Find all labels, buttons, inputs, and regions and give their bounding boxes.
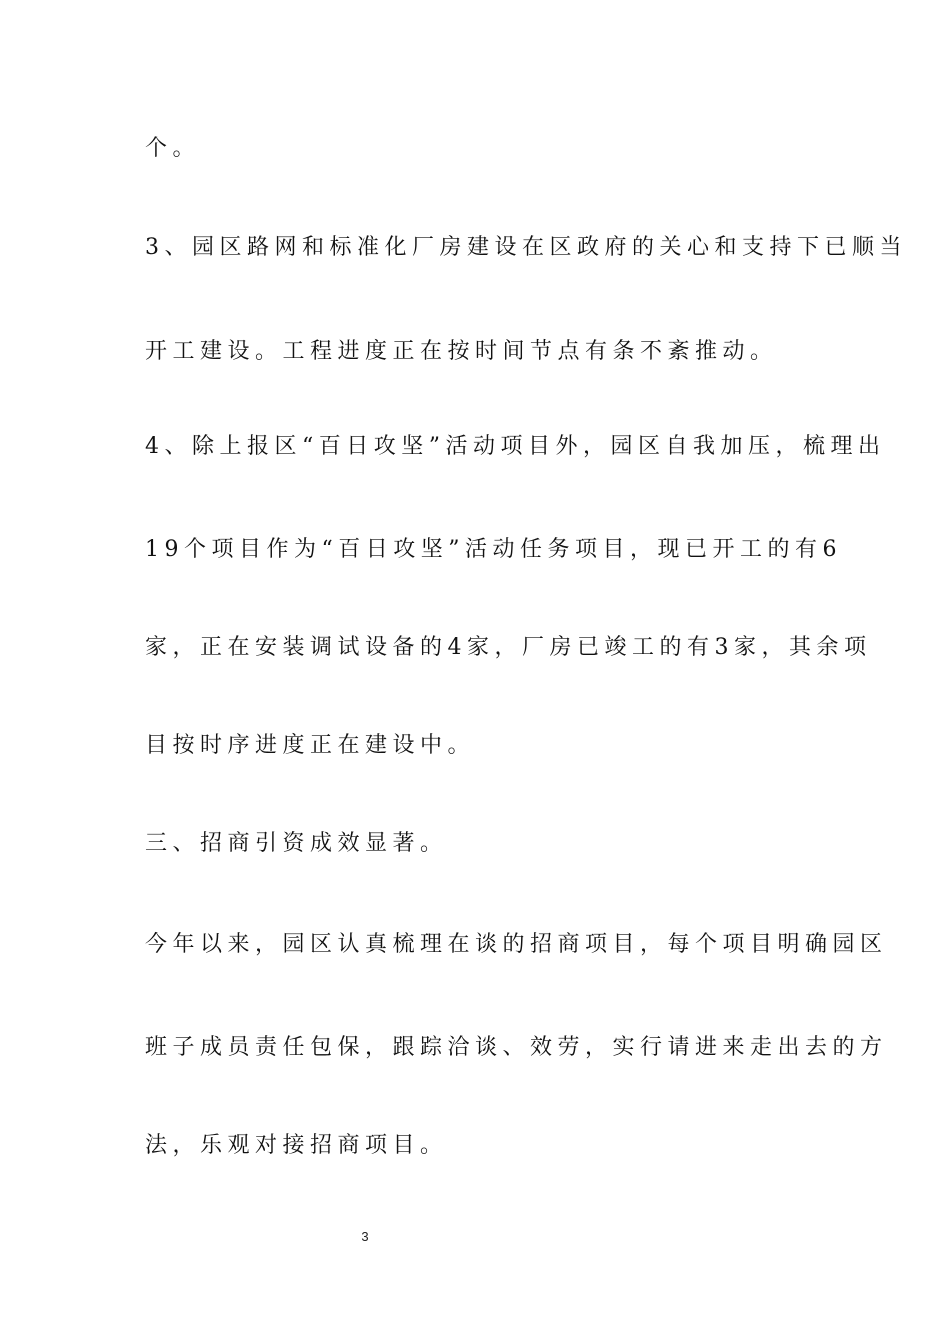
text-line: 开工建设。工程进度正在按时间节点有条不紊推动。 <box>145 339 778 364</box>
text-line: 3、园区路网和标准化厂房建设在区政府的关心和支持下已顺当 <box>145 235 907 260</box>
text-line: 4、除上报区“百日攻坚”活动项目外，园区自我加压，梳理出 <box>145 434 886 459</box>
page-number: 3 <box>361 1229 369 1244</box>
text-line: 法，乐观对接招商项目。 <box>145 1133 448 1158</box>
text-line: 目按时序进度正在建设中。 <box>145 733 476 758</box>
text-line: 个。 <box>145 136 201 161</box>
text-line: 家，正在安装调试设备的4家，厂房已竣工的有3家，其余项 <box>145 635 872 660</box>
text-line: 19个项目作为“百日攻坚”活动任务项目，现已开工的有6 <box>145 537 842 562</box>
section-heading: 三、招商引资成效显著。 <box>145 831 448 856</box>
text-line: 班子成员责任包保，跟踪洽谈、效劳，实行请进来走出去的方 <box>145 1035 888 1060</box>
text-line: 今年以来，园区认真梳理在谈的招商项目，每个项目明确园区 <box>145 932 888 957</box>
